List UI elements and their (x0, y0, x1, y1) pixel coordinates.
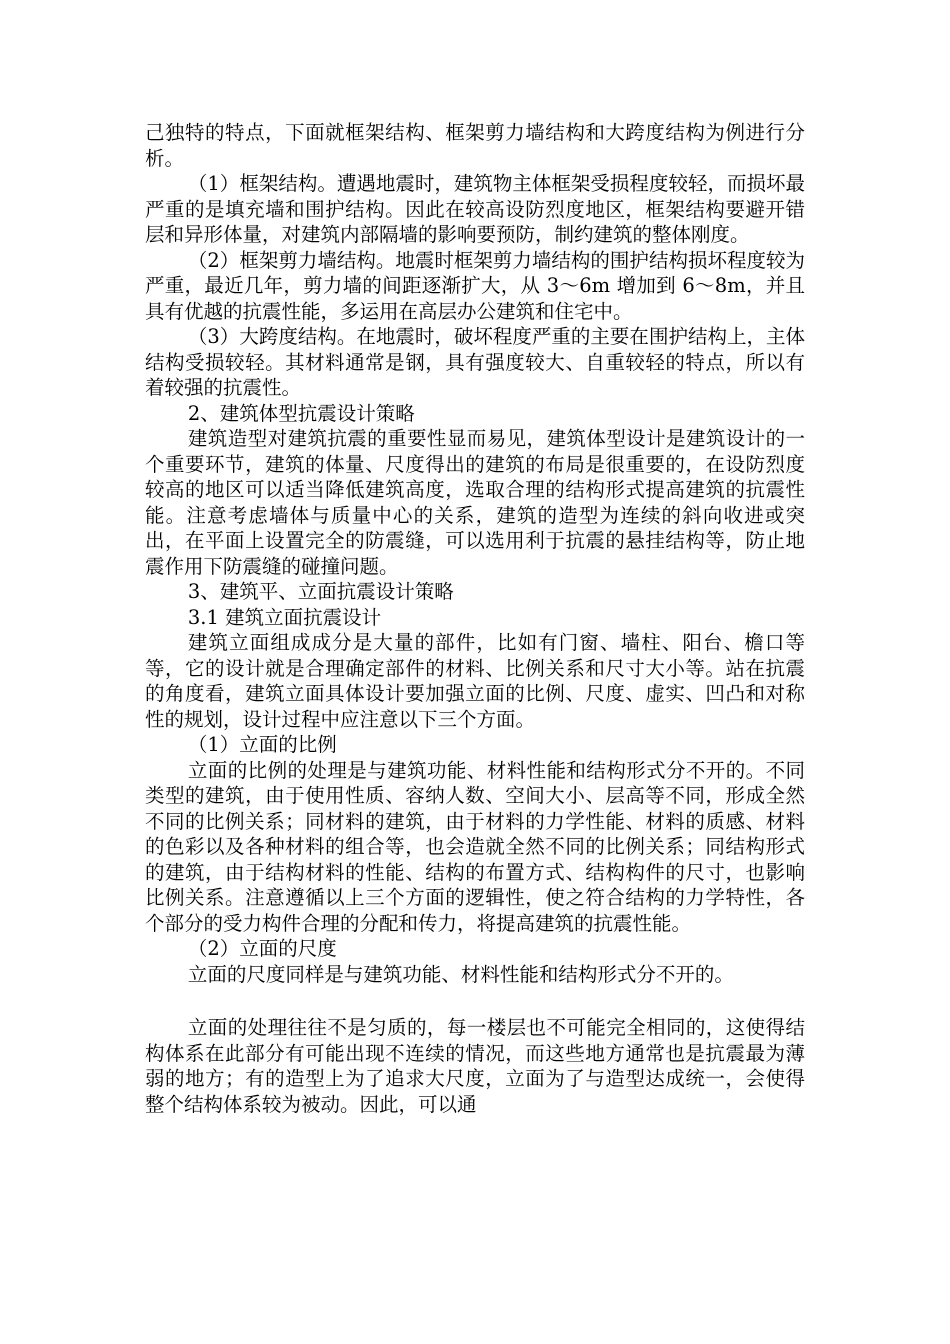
paragraph-elevation-scale: 立面的尺度同样是与建筑功能、材料性能和结构形式分不开的。 (187, 962, 734, 986)
paragraph-frame-structure: （1）框架结构。遭遇地震时，建筑物主体框架受损程度较轻，而损坏最严重的是填充墙和围护结构。因此在较高设防烈度地区，框架结构要避开错层和异形体量，对建筑内部隔墙的影响要预防，制约建筑的整体刚度。 (145, 172, 805, 246)
paragraph-frame-shear-wall: （2）框架剪力墙结构。地震时框架剪力墙结构的围护结构损坏程度较为严重，最近几年，剪力墙的间距逐渐扩大，从 3～6m 增加到 6～8m，并且具有优越的抗震性能，多运用在高层办公建筑和住宅中。 (145, 248, 805, 323)
heading-elevation-proportion: （1）立面的比例 (187, 733, 337, 756)
paragraph-elevation-treatment: 立面的处理往往不是匀质的，每一楼层也不可能完全相同的，这使得结构体系在此部分有可能出现不连续的情况，而这些地方通常也是抗震最为薄弱的地方；有的造型上为了追求大尺度，立面为了与造型达成统一，会使得整个结构体系较为被动。因此，可以通 (145, 1016, 805, 1116)
heading-elevation-scale: （2）立面的尺度 (187, 937, 337, 960)
heading-elevation-design: 3.1 建筑立面抗震设计 (187, 605, 382, 629)
paragraph-intro-continued: 己独特的特点，下面就框架结构、框架剪力墙结构和大跨度结构为例进行分析。 (145, 121, 805, 170)
heading-body-form-strategy: 2、建筑体型抗震设计策略 (187, 401, 415, 425)
paragraph-body-form: 建筑造型对建筑抗震的重要性显而易见，建筑体型设计是建筑设计的一个重要环节，建筑的体量、尺度得出的建筑的布局是很重要的，在设防烈度较高的地区可以适当降低建筑高度，选取合理的结构形式提高建筑的抗震性能。注意考虑墙体与质量中心的关系，建筑的造型为连续的斜向收进或突出，在平面上设置完全的防震缝，可以选用利于抗震的悬挂结构等，防止地震作用下防震缝的碰撞问题。 (145, 427, 805, 578)
paragraph-elevation-components: 建筑立面组成成分是大量的部件，比如有门窗、墙柱、阳台、檐口等等，它的设计就是合理确定部件的材料、比例关系和尺寸大小等。站在抗震的角度看，建筑立面具体设计要加强立面的比例、尺度、虚实、凹凸和对称性的规划，设计过程中应注意以下三个方面。 (145, 631, 805, 731)
paragraph-spacer (145, 987, 805, 1015)
heading-plan-elevation-strategy: 3、建筑平、立面抗震设计策略 (187, 580, 454, 603)
paragraph-large-span: （3）大跨度结构。在地震时，破坏程度严重的主要在围护结构上，主体结构受损较轻。其材料通常是钢，具有强度较大、自重较轻的特点，所以有着较强的抗震性。 (145, 325, 805, 399)
document-page (145, 120, 805, 1117)
paragraph-elevation-proportion: 立面的比例的处理是与建筑功能、材料性能和结构形式分不开的。不同类型的建筑，由于使用性质、容纳人数、空间大小、层高等不同，形成全然不同的比例关系；同材料的建筑，由于材料的力学性能、材料的质感、材料的色彩以及各种材料的组合等，也会造就全然不同的比例关系；同结构形式的建筑，由于结构材料的性能、结构的布置方式、结构构件的尺寸，也影响比例关系。注意遵循以上三个方面的逻辑性，使之符合结构的力学特性，各个部分的受力构件合理的分配和传力，将提高建筑的抗震性能。 (145, 758, 805, 935)
